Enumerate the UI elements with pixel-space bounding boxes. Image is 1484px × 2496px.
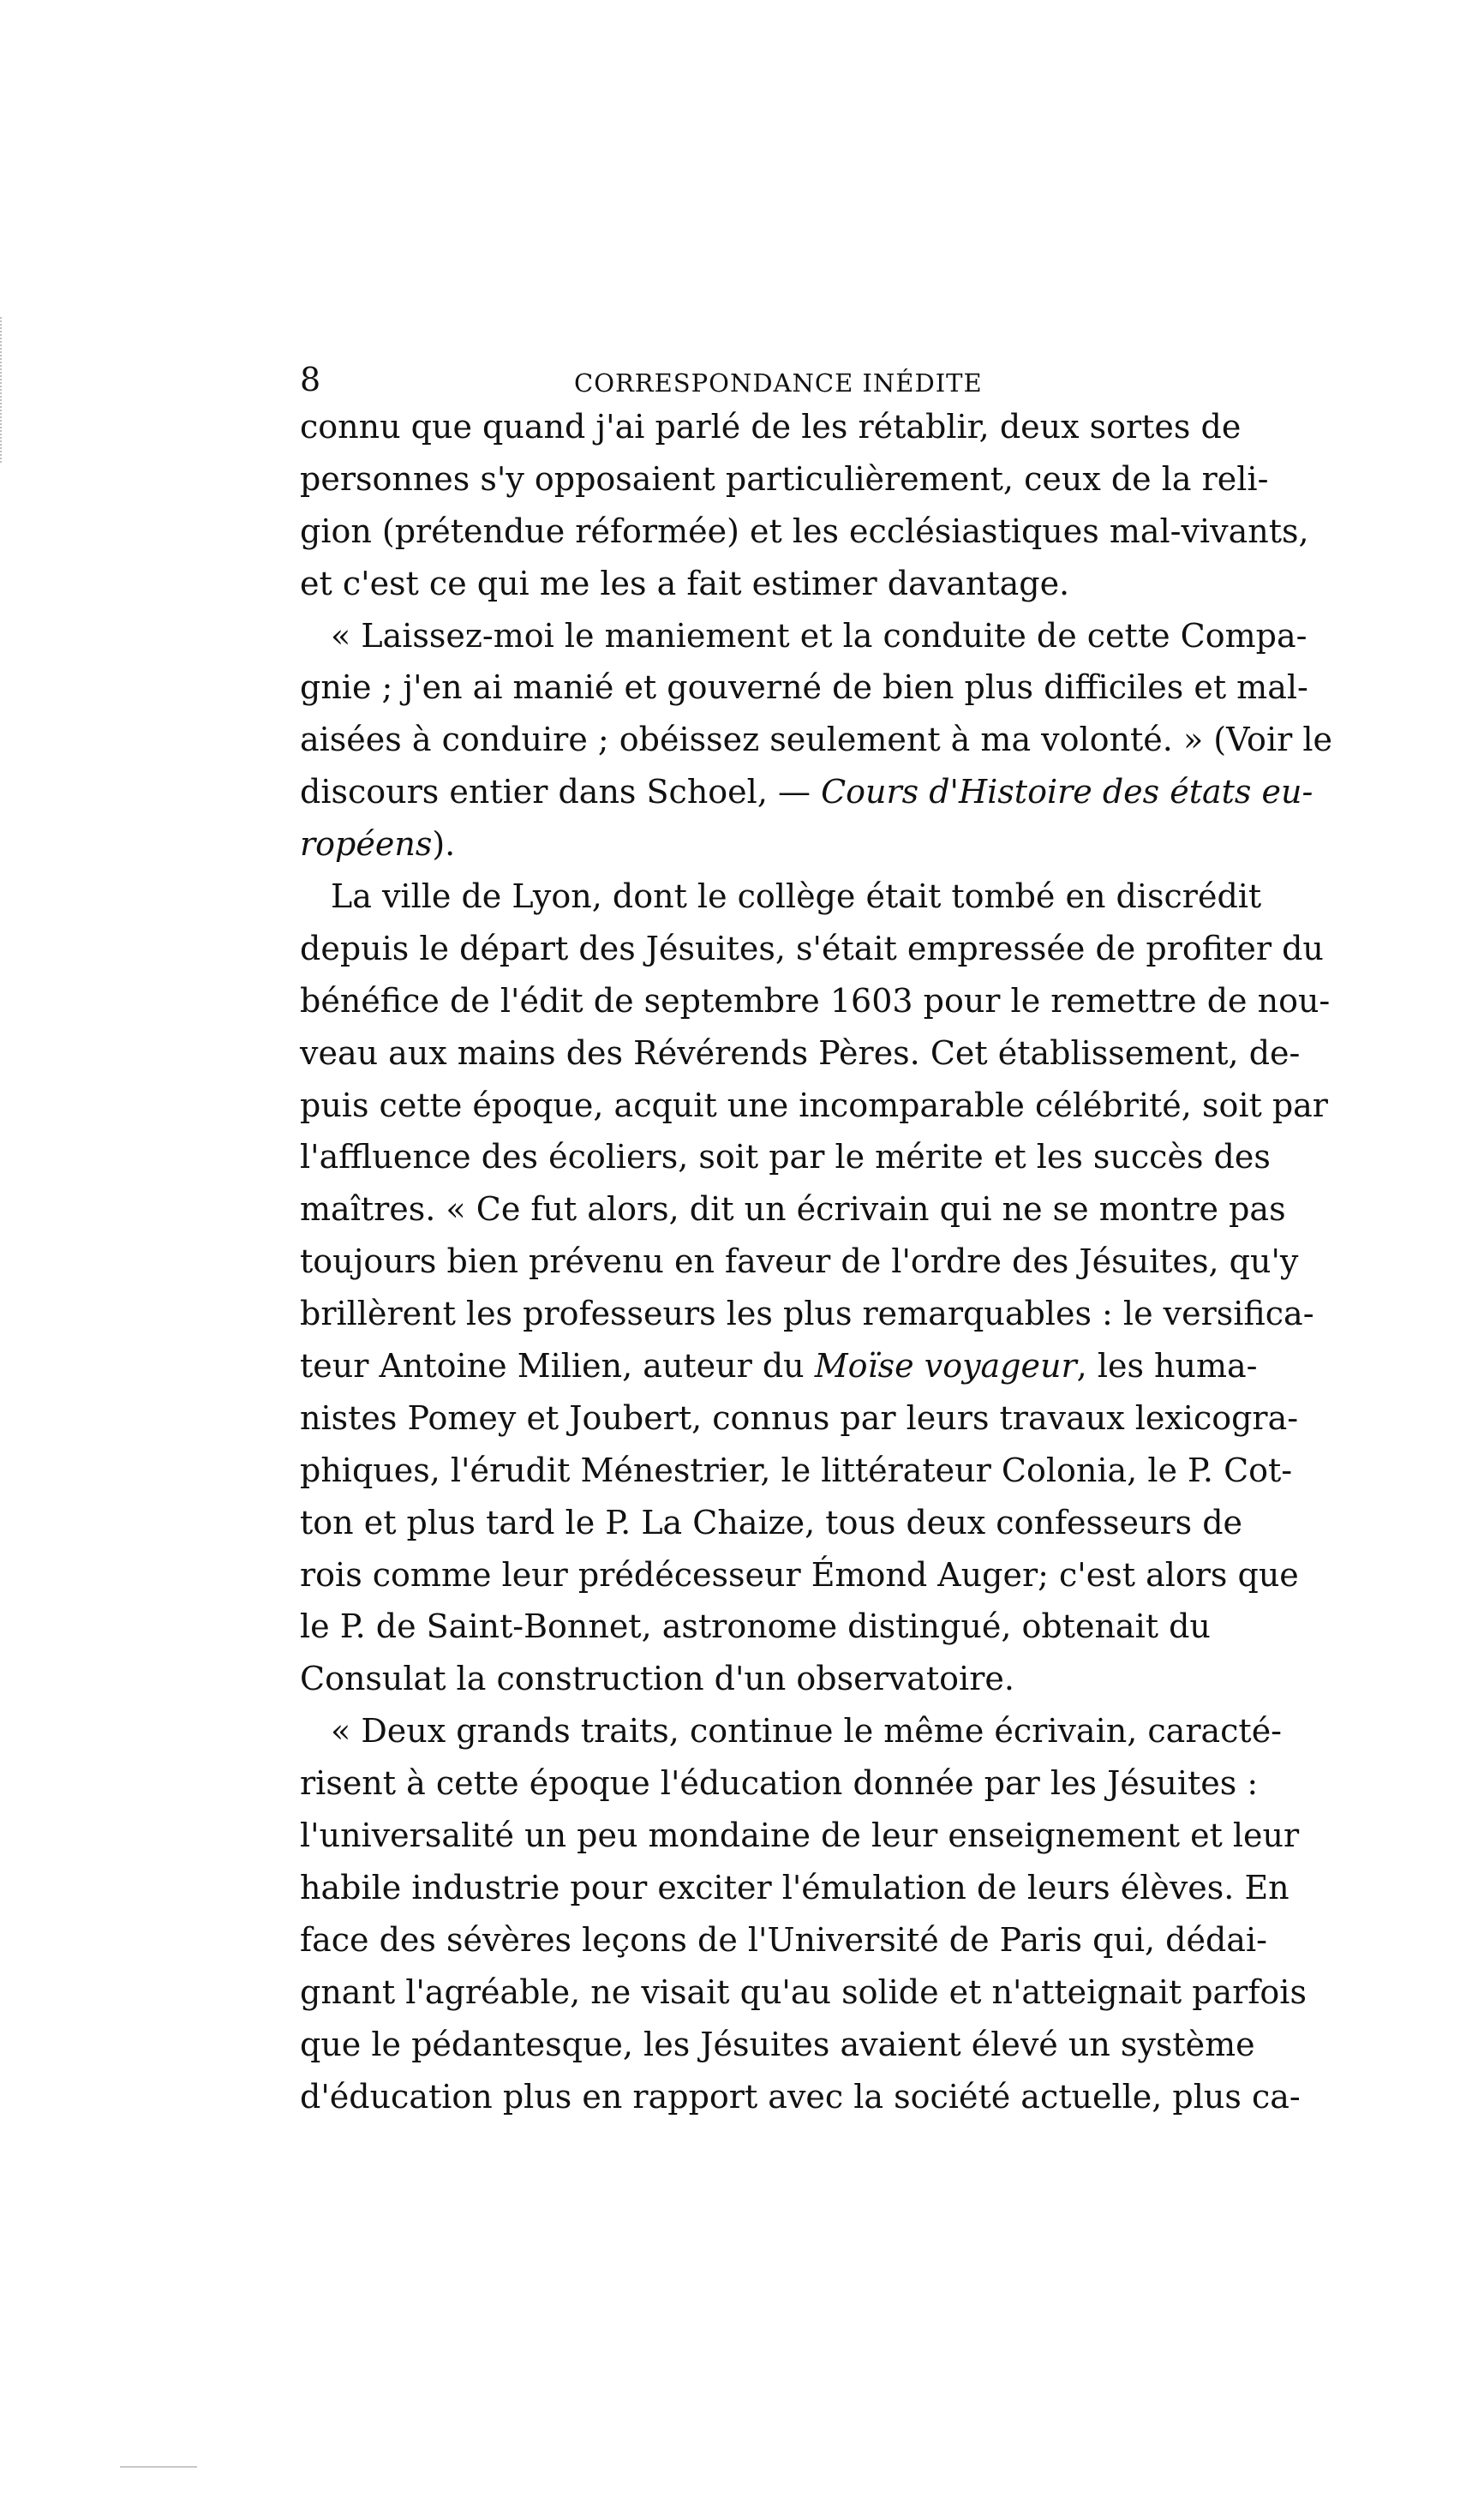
text-line: et c'est ce qui me les a fait estimer davantage. — [300, 564, 1070, 602]
text-line: l'affluence des écoliers, soit par le mérite et les succès des — [300, 1138, 1271, 1176]
text-line: l'universalité un peu mondaine de leur enseignement et leur — [300, 1817, 1300, 1855]
text-line: connu que quand j'ai parlé de les rétablir, deux sortes de — [300, 408, 1242, 446]
text-line: toujours bien prévenu en faveur de l'ordre des Jésuites, qu'y — [300, 1242, 1299, 1281]
text-line: La ville de Lyon, dont le collège était tombé en discrédit — [331, 877, 1262, 916]
bottom-scan-rule — [120, 2466, 197, 2468]
book-title-italic: ropéens — [300, 825, 433, 864]
text-line: nistes Pomey et Joubert, connus par leurs travaux lexicogra- — [300, 1398, 1299, 1437]
book-title-italic: Moïse voyageur — [814, 1347, 1077, 1386]
text-line: depuis le départ des Jésuites, s'était empressée de profiter du — [300, 929, 1324, 967]
text-line: bénéfice de l'édit de septembre 1603 pour le remettre de nou- — [300, 981, 1331, 1020]
text-line: gion (prétendue réformée) et les ecclésiastiques mal-vivants, — [300, 512, 1309, 550]
text-line: face des sévères leçons de l'Université de Paris qui, dédai- — [300, 1920, 1267, 1959]
binding-edge-marks — [0, 317, 12, 463]
text-line: personnes s'y opposaient particulièrement, ceux de la reli- — [300, 459, 1269, 498]
text-line — [300, 1340, 1258, 1392]
text-line: habile industrie pour exciter l'émulation de leurs élèves. En — [300, 1868, 1290, 1906]
text-line: maîtres. « Ce fut alors, dit un écrivain qui ne se montre pas — [300, 1190, 1286, 1229]
text-line: « Laissez-moi le maniement et la conduite de cette Compa- — [331, 616, 1307, 655]
text-line: Consulat la construction d'un observatoire. — [300, 1660, 1014, 1698]
text-line — [300, 766, 1313, 818]
text-span: teur Antoine Milien, auteur du — [300, 1347, 815, 1386]
text-line: puis cette époque, acquit une incomparable célébrité, soit par — [300, 1086, 1328, 1124]
text-line: d'éducation plus en rapport avec la société actuelle, plus ca- — [300, 2077, 1301, 2116]
text-line: risent à cette époque l'éducation donnée par les Jésuites : — [300, 1764, 1259, 1803]
text-line — [300, 818, 1208, 871]
text-line: veau aux mains des Révérends Pères. Cet établissement, de- — [300, 1033, 1301, 1072]
text-span: discours entier dans Schoel, — — [300, 773, 822, 811]
body-text — [300, 401, 1332, 2122]
text-line: aisées à conduire ; obéissez seulement à ma volonté. » (Voir le — [300, 721, 1332, 759]
running-head: CORRESPONDANCE INÉDITE — [574, 368, 983, 398]
text-line: brillèrent les professeurs les plus remarquables : le versifica- — [300, 1295, 1314, 1333]
text-line: ton et plus tard le P. La Chaize, tous deux confesseurs de — [300, 1503, 1243, 1541]
text-line: que le pédantesque, les Jésuites avaient élevé un système — [300, 2025, 1255, 2063]
text-span: ). — [432, 825, 456, 864]
book-title-italic: Cours d'Histoire des états eu- — [821, 773, 1313, 811]
text-span: , les huma- — [1076, 1347, 1258, 1386]
page-header — [300, 358, 1208, 401]
page-number: 8 — [300, 361, 321, 398]
text-line: le P. de Saint-Bonnet, astronome distingué, obtenait du — [300, 1607, 1211, 1646]
text-line: rois comme leur prédécesseur Émond Auger; c'est alors que — [300, 1555, 1299, 1594]
text-line: gnant l'agréable, ne visait qu'au solide et n'atteignait parfois — [300, 1972, 1307, 2011]
text-line: phiques, l'érudit Ménestrier, le littérateur Colonia, le P. Cot- — [300, 1451, 1293, 1489]
text-line: « Deux grands traits, continue le même écrivain, caracté- — [331, 1712, 1283, 1751]
text-line: gnie ; j'en ai manié et gouverné de bien plus difficiles et mal- — [300, 668, 1308, 707]
